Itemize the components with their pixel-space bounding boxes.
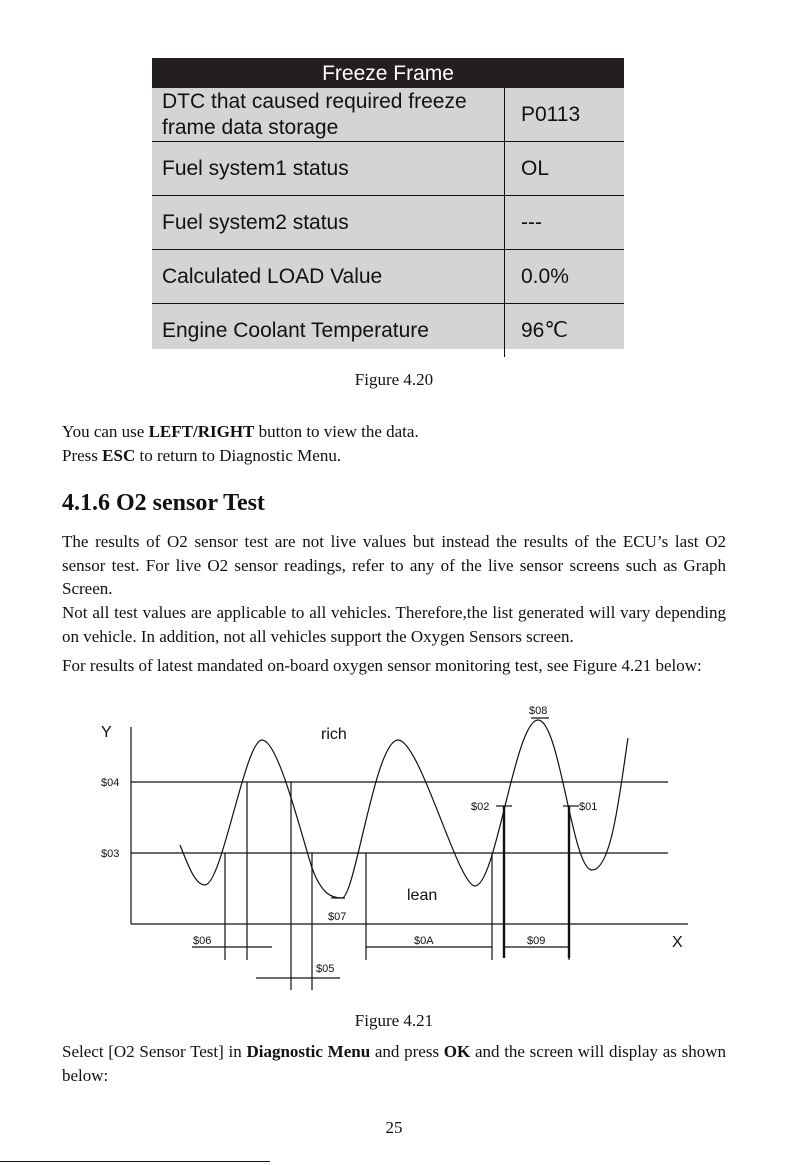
row-value: 96℃ — [504, 304, 624, 357]
label-0a: $0A — [414, 935, 434, 947]
label-01: $01 — [579, 801, 598, 813]
paragraph: For results of latest mandated on-board oxygen sensor monitoring test, see Figure 4.21 below: — [62, 656, 702, 675]
label-06: $06 — [193, 935, 212, 947]
section-heading: 4.1.6 O2 sensor Test — [62, 490, 265, 516]
label-03: $03 — [101, 848, 120, 860]
freeze-frame-row — [152, 88, 624, 142]
instruction-line: Press ESC to return to Diagnostic Menu. — [62, 446, 342, 465]
page-number: 25 — [385, 1118, 403, 1137]
row-value: P0113 — [504, 88, 624, 141]
freeze-frame-title: Freeze Frame — [152, 58, 624, 88]
row-label: DTC that caused required freeze frame data storage — [162, 89, 467, 139]
label-08: $08 — [529, 705, 548, 717]
lean-label: lean — [407, 887, 438, 904]
freeze-frame-row — [152, 304, 624, 357]
row-value: OL — [504, 142, 624, 195]
o2-sensor-diagram — [0, 700, 788, 1000]
label-04: $04 — [101, 777, 120, 789]
label-07: $07 — [328, 911, 347, 923]
paragraph: The results of O2 sensor test are not live values but instead the results of the ECU’s last O2 sensor test. For live O2 sensor readings, refer to any of the live sensor screens such as Graph Screen. — [62, 532, 726, 598]
paragraph: Select [O2 Sensor Test] in Diagnostic Menu and press OK and the screen will display as shown below: — [62, 1042, 727, 1085]
figure-caption: Figure 4.20 — [354, 370, 434, 389]
freeze-frame-row — [152, 250, 624, 304]
row-value: --- — [504, 196, 624, 249]
freeze-frame-row — [152, 196, 624, 250]
row-label: Calculated LOAD Value — [162, 264, 383, 288]
row-label: Fuel system1 status — [162, 156, 349, 180]
row-label: Engine Coolant Temperature — [162, 318, 429, 342]
row-value: 0.0% — [504, 250, 624, 303]
y-axis-label: Y — [101, 724, 112, 741]
label-09: $09 — [527, 935, 546, 947]
footer-rule — [0, 1161, 270, 1162]
row-label: Fuel system2 status — [162, 210, 349, 234]
label-02: $02 — [471, 801, 490, 813]
paragraph: Not all test values are applicable to all vehicles. Therefore,the list generated will vary depending on vehicle. In addition, not all vehicles support the Oxygen Sensors screen. — [62, 603, 726, 646]
freeze-frame-row — [152, 142, 624, 196]
label-05: $05 — [316, 963, 335, 975]
figure-caption: Figure 4.21 — [354, 1011, 434, 1030]
freeze-frame-screen — [152, 58, 624, 349]
rich-label: rich — [321, 726, 347, 743]
instruction-line: You can use LEFT/RIGHT button to view the data. — [62, 422, 419, 441]
x-axis-label: X — [672, 934, 683, 951]
